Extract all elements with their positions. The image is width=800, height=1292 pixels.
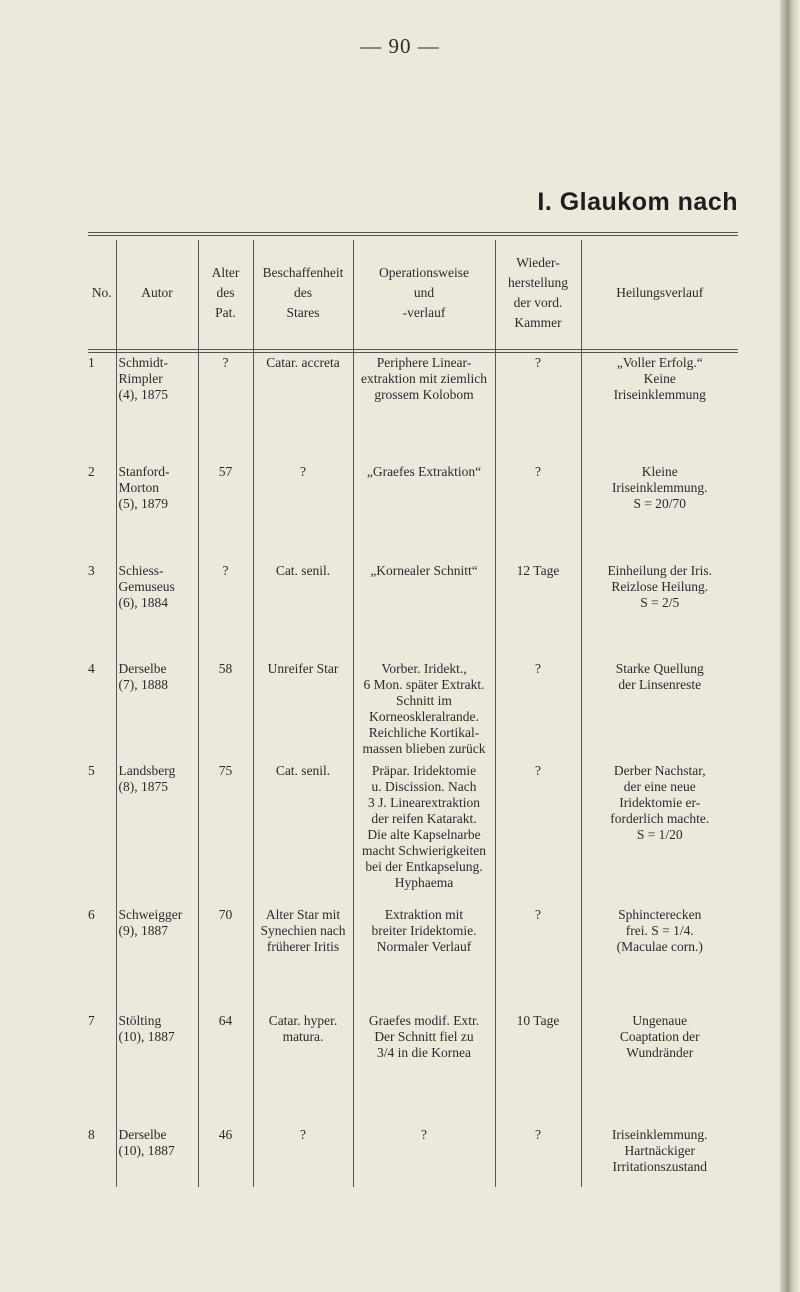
table-row — [88, 1127, 738, 1187]
cell-no: 1 — [88, 355, 95, 370]
cell-healing: Derber Nachstar, der eine neue Iridektomie er- forderlich machte. S = 1/20 — [581, 763, 738, 907]
cell-chamber: ? — [495, 661, 581, 763]
cell-no: 8 — [88, 1127, 95, 1142]
table-top-rule — [88, 232, 738, 236]
header-healing: Heilungsverlauf — [581, 240, 738, 346]
cell-author: Derselbe (7), 1888 — [116, 661, 198, 763]
cell-healing: Starke Quellung der Linsenreste — [581, 661, 738, 763]
cell-author: Schmidt- Rimpler (4), 1875 — [116, 346, 198, 464]
cell-no: 4 — [88, 661, 95, 676]
cell-operation: Graefes modif. Extr. Der Schnitt fiel zu 3/4 in die Kornea — [353, 1013, 495, 1127]
case-table — [88, 240, 738, 1187]
cell-healing: Einheilung der Iris. Reizlose Heilung. S = 2/5 — [581, 563, 738, 661]
cell-operation: Präpar. Iridektomie u. Discission. Nach 3 J. Linearextraktion der reifen Katarakt. Die alte Kapselnarbe macht Schwierigkeiten bei der Entkapselung. Hyphaema — [353, 763, 495, 907]
table-row — [88, 763, 738, 907]
header-cataract: Beschaffenheit des Stares — [253, 240, 353, 346]
cell-no: 5 — [88, 763, 95, 778]
table-row — [88, 907, 738, 1013]
table-row — [88, 346, 738, 464]
page-edge-shadow — [780, 0, 800, 1292]
header-chamber: Wieder- herstellung der vord. Kammer — [495, 240, 581, 346]
cell-age: ? — [198, 346, 253, 464]
cell-healing: Sphincterecken frei. S = 1/4. (Maculae corn.) — [581, 907, 738, 1013]
table-header-row — [88, 240, 738, 346]
cell-age: 58 — [198, 661, 253, 763]
cell-cataract: Alter Star mit Synechien nach früherer Iritis — [253, 907, 353, 1013]
table-row — [88, 1013, 738, 1127]
cell-no: 3 — [88, 563, 95, 578]
header-age: Alter des Pat. — [198, 240, 253, 346]
cell-age: 75 — [198, 763, 253, 907]
page-number: — 90 — — [360, 34, 440, 58]
cell-no: 7 — [88, 1013, 95, 1028]
cell-operation: Periphere Linear- extraktion mit ziemlich grossem Kolobom — [353, 346, 495, 464]
cell-operation: „Kornealer Schnitt“ — [353, 563, 495, 661]
cell-no: 6 — [88, 907, 95, 922]
cell-cataract: Cat. senil. — [253, 763, 353, 907]
cell-operation: „Graefes Extraktion“ — [353, 464, 495, 563]
table-row — [88, 464, 738, 563]
cell-operation: Extraktion mit breiter Iridektomie. Normaler Verlauf — [353, 907, 495, 1013]
cell-healing: Iriseinklemmung. Hartnäckiger Irritationszustand — [581, 1127, 738, 1187]
cell-author: Schiess- Gemuseus (6), 1884 — [116, 563, 198, 661]
cell-healing: Kleine Iriseinklemmung. S = 20/70 — [581, 464, 738, 563]
cell-chamber: ? — [495, 346, 581, 464]
cell-cataract: Catar. accreta — [253, 346, 353, 464]
cell-chamber: ? — [495, 1127, 581, 1187]
header-author: Autor — [116, 240, 198, 346]
cell-age: 70 — [198, 907, 253, 1013]
header-operation: Operationsweise und -verlauf — [353, 240, 495, 346]
cell-chamber: 12 Tage — [495, 563, 581, 661]
cell-cataract: Catar. hyper. matura. — [253, 1013, 353, 1127]
table-row — [88, 563, 738, 661]
cell-author: Landsberg (8), 1875 — [116, 763, 198, 907]
cell-no: 2 — [88, 464, 95, 479]
cell-author: Stölting (10), 1887 — [116, 1013, 198, 1127]
cell-chamber: ? — [495, 907, 581, 1013]
cell-cataract: ? — [253, 464, 353, 563]
cell-author: Stanford- Morton (5), 1879 — [116, 464, 198, 563]
cell-operation: ? — [353, 1127, 495, 1187]
cell-cataract: Cat. senil. — [253, 563, 353, 661]
cell-chamber: ? — [495, 763, 581, 907]
table-row — [88, 661, 738, 763]
cell-cataract: Unreifer Star — [253, 661, 353, 763]
cell-cataract: ? — [253, 1127, 353, 1187]
cell-author: Schweigger (9), 1887 — [116, 907, 198, 1013]
cell-author: Derselbe (10), 1887 — [116, 1127, 198, 1187]
cell-age: 46 — [198, 1127, 253, 1187]
cell-operation: Vorber. Iridekt., 6 Mon. später Extrakt. Schnitt im Korneoskleralrande. Reichliche Kortikal- massen blieben zurück — [353, 661, 495, 763]
cell-healing: „Voller Erfolg.“ Keine Iriseinklemmung — [581, 346, 738, 464]
cell-age: 57 — [198, 464, 253, 563]
section-title: I. Glaukom nach — [537, 188, 738, 216]
cell-age: ? — [198, 563, 253, 661]
cell-age: 64 — [198, 1013, 253, 1127]
cell-chamber: ? — [495, 464, 581, 563]
cell-chamber: 10 Tage — [495, 1013, 581, 1127]
cell-healing: Ungenaue Coaptation der Wundränder — [581, 1013, 738, 1127]
header-no: No. — [91, 285, 112, 300]
